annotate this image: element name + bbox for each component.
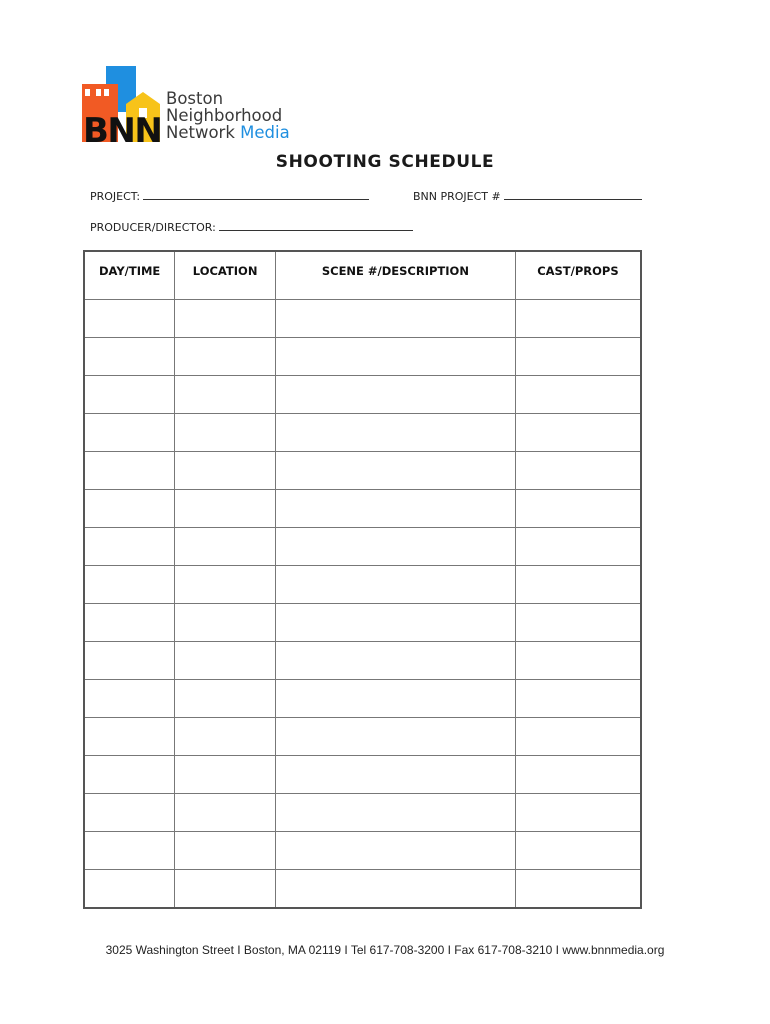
table-row xyxy=(84,832,641,870)
table-cell[interactable] xyxy=(275,870,515,909)
table-cell[interactable] xyxy=(175,300,276,338)
table-cell[interactable] xyxy=(515,414,641,452)
col-header-location: LOCATION xyxy=(175,251,276,300)
table-cell[interactable] xyxy=(84,528,175,566)
table-cell[interactable] xyxy=(175,452,276,490)
table-cell[interactable] xyxy=(84,870,175,909)
table-cell[interactable] xyxy=(515,756,641,794)
logo-wordmark xyxy=(166,90,290,141)
table-row xyxy=(84,376,641,414)
table-cell[interactable] xyxy=(515,604,641,642)
table-cell[interactable] xyxy=(175,338,276,376)
bnn-project-field xyxy=(413,190,642,203)
producer-label: PRODUCER/DIRECTOR: xyxy=(90,221,216,234)
table-cell[interactable] xyxy=(84,414,175,452)
table-cell[interactable] xyxy=(84,794,175,832)
table-row xyxy=(84,566,641,604)
table-cell[interactable] xyxy=(175,528,276,566)
producer-field xyxy=(90,221,413,234)
table-cell[interactable] xyxy=(275,756,515,794)
col-header-day-time: DAY/TIME xyxy=(84,251,175,300)
bnn-project-label: BNN PROJECT # xyxy=(413,190,501,203)
table-cell[interactable] xyxy=(275,414,515,452)
table-cell[interactable] xyxy=(515,642,641,680)
table-cell[interactable] xyxy=(84,376,175,414)
table-cell[interactable] xyxy=(515,870,641,909)
table-cell[interactable] xyxy=(175,642,276,680)
logo-line-2: Neighborhood xyxy=(166,106,283,125)
table-cell[interactable] xyxy=(275,338,515,376)
logo-line-1: Boston xyxy=(166,89,224,108)
table-cell[interactable] xyxy=(84,300,175,338)
table-row xyxy=(84,452,641,490)
table-row xyxy=(84,528,641,566)
table-row xyxy=(84,718,641,756)
footer-contact: 3025 Washington Street I Boston, MA 02119 I Tel 617-708-3200 I Fax 617-708-3210 I www.bnnmedia.org xyxy=(105,943,665,957)
table-cell[interactable] xyxy=(515,566,641,604)
table-cell[interactable] xyxy=(175,718,276,756)
table-row xyxy=(84,490,641,528)
table-cell[interactable] xyxy=(515,794,641,832)
table-cell[interactable] xyxy=(275,300,515,338)
table-cell[interactable] xyxy=(175,832,276,870)
bnn-logo xyxy=(82,66,302,151)
table-cell[interactable] xyxy=(515,376,641,414)
table-cell[interactable] xyxy=(175,794,276,832)
logo-line-3b: Media xyxy=(240,123,290,142)
table-cell[interactable] xyxy=(515,832,641,870)
page-title: SHOOTING SCHEDULE xyxy=(275,152,495,172)
table-cell[interactable] xyxy=(275,452,515,490)
col-header-scene-description: SCENE #/DESCRIPTION xyxy=(275,251,515,300)
table-cell[interactable] xyxy=(175,604,276,642)
table-cell[interactable] xyxy=(275,794,515,832)
table-row xyxy=(84,338,641,376)
table-cell[interactable] xyxy=(84,756,175,794)
table-cell[interactable] xyxy=(175,566,276,604)
table-cell[interactable] xyxy=(515,338,641,376)
table-row xyxy=(84,642,641,680)
logo-line-3a: Network xyxy=(166,123,235,142)
table-cell[interactable] xyxy=(515,452,641,490)
schedule-table xyxy=(83,250,642,909)
project-input-line[interactable] xyxy=(143,198,369,200)
project-field xyxy=(90,190,369,203)
table-cell[interactable] xyxy=(275,604,515,642)
table-cell[interactable] xyxy=(275,642,515,680)
table-cell[interactable] xyxy=(515,718,641,756)
table-cell[interactable] xyxy=(515,490,641,528)
table-cell[interactable] xyxy=(175,376,276,414)
table-cell[interactable] xyxy=(84,718,175,756)
table-cell[interactable] xyxy=(84,680,175,718)
table-row xyxy=(84,680,641,718)
table-cell[interactable] xyxy=(275,490,515,528)
table-row xyxy=(84,604,641,642)
table-cell[interactable] xyxy=(275,832,515,870)
table-cell[interactable] xyxy=(84,490,175,528)
table-cell[interactable] xyxy=(515,528,641,566)
table-cell[interactable] xyxy=(175,414,276,452)
col-header-cast-props: CAST/PROPS xyxy=(515,251,641,300)
table-row xyxy=(84,794,641,832)
table-cell[interactable] xyxy=(515,300,641,338)
table-cell[interactable] xyxy=(275,528,515,566)
table-header-row xyxy=(84,251,641,300)
table-cell[interactable] xyxy=(84,832,175,870)
table-cell[interactable] xyxy=(175,680,276,718)
table-row xyxy=(84,870,641,909)
table-cell[interactable] xyxy=(84,566,175,604)
table-cell[interactable] xyxy=(84,642,175,680)
table-cell[interactable] xyxy=(275,680,515,718)
table-cell[interactable] xyxy=(175,490,276,528)
table-cell[interactable] xyxy=(275,376,515,414)
table-row xyxy=(84,414,641,452)
table-cell[interactable] xyxy=(84,338,175,376)
table-cell[interactable] xyxy=(515,680,641,718)
table-row xyxy=(84,300,641,338)
table-cell[interactable] xyxy=(275,718,515,756)
table-cell[interactable] xyxy=(275,566,515,604)
logo-line-3 xyxy=(166,124,290,141)
table-cell[interactable] xyxy=(84,452,175,490)
table-cell[interactable] xyxy=(175,870,276,909)
table-cell[interactable] xyxy=(84,604,175,642)
table-row xyxy=(84,756,641,794)
producer-input-line[interactable] xyxy=(219,229,413,231)
bnn-project-input-line[interactable] xyxy=(504,198,642,200)
table-cell[interactable] xyxy=(175,756,276,794)
project-label: PROJECT: xyxy=(90,190,141,203)
logo-mark-text: BNN xyxy=(83,111,162,151)
schedule-body xyxy=(84,300,641,909)
